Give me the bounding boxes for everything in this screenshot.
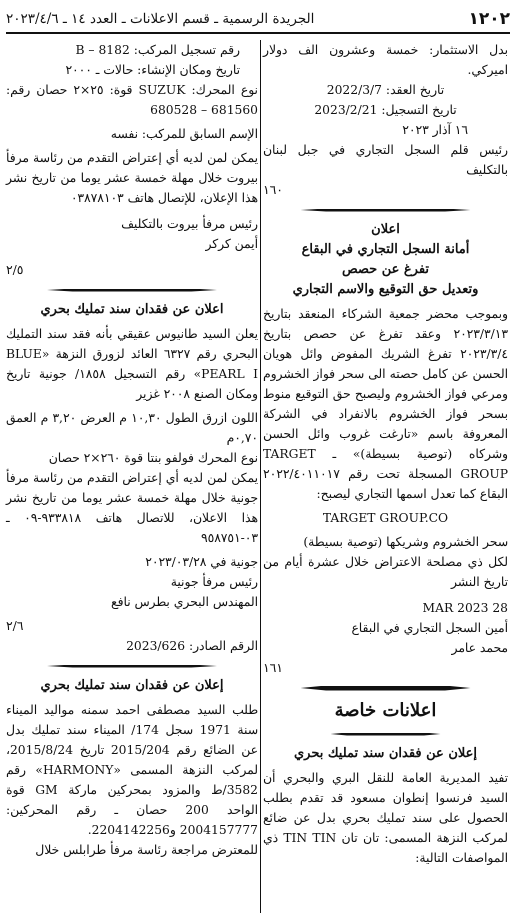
signer-title: رئيس مرفأ جونية [170, 575, 258, 589]
notice-subtitle-2: وتعديل حق التوقيع والاسم التجاري [292, 282, 479, 297]
signer-title: رئيس مرفأ بيروت بالتكليف [121, 217, 258, 231]
investment-line: بدل الاستثمار: خمسة وعشرون الف دولار اميركي. [263, 43, 508, 77]
separator [6, 282, 258, 298]
page-header [6, 6, 510, 34]
section-title: اعلانات خاصة [334, 700, 437, 721]
notice-body: طلب السيد مصطفى احمد سمنه مواليد الميناء سنة 1971 سجل 174/ الميناء سند تمليك بدل عن الضائع رقم 2015/204 تاريخ 2015/8/24، لمركب النزهة المسمى «HARMONY» رقم 3582/ط والمزود بمحركين ماركة GM قوة الواحد 200 حصان ـ رقم المحركين: 2004157777 و2204142256. [6, 703, 258, 837]
column-divider [260, 40, 261, 913]
partners-line: سحر الخشروم وشريكها (توصية بسيطة) [303, 535, 508, 549]
ref-number: ٢/٦ [6, 619, 24, 633]
notice-body: تفيد المديرية العامة للنقل البري والبحري أن السيد فرنسوا إنطوان مسعود قد تقدم بطلب الحصول على سند تمليك بحري بدل عن ضائع لمركب النزهة المسمى: تان تان TIN TIN ذي المواصفات التالية: [263, 771, 508, 865]
header-title: الجريدة الرسمية ـ قسم الاعلانات ـ العدد ١٤ ـ ٢٠٢٣/٤/٦ [6, 11, 315, 27]
separator [263, 726, 508, 742]
signer-title: أمين السجل التجاري في البقاع [351, 621, 508, 635]
ref-number: ٢/٥ [6, 263, 24, 277]
separator [6, 658, 258, 674]
vessel-dimensions: اللون ازرق الطول ١٠,٣٠ م العرض ٣,٢٠ م العمق ٠,٧٠م [6, 411, 258, 445]
signer-name: المهندس البحري بطرس نافع [111, 595, 258, 609]
separator [263, 202, 508, 218]
notice-date: 28 MAR 2023 [422, 601, 508, 615]
notice-title: إعلان عن فقدان سند تمليك بحري [293, 746, 478, 761]
notice-title: اعلان [371, 222, 400, 237]
ref-number: ١٦١ [263, 661, 283, 675]
right-column [263, 40, 508, 917]
previous-name: الإسم السابق للمركب: نفسه [110, 127, 258, 141]
engine-line: نوع المحرك فولفو بنتا قوة ٢٦٠×٢ حصان [48, 451, 258, 465]
signer-name: أيمن كركر [205, 237, 258, 251]
notice-title: اعلان عن فقدان سند تمليك بحري [40, 302, 224, 317]
notice-subtitle: تفرغ عن حصص [341, 262, 430, 277]
notice-body: يعلن السيد طانيوس عقيقي بأنه فقد سند التمليك البحري رقم ٦٣٢٧ العائد لزورق النزهة «BLUE PEARL I» رقم التسجيل ١٨٥٨/ جونية تاريخ ومكان الصنع ٢٠٠٨ غزير [6, 327, 259, 401]
objection-text: للمعترض مراجعة رئاسة مرفأ طرابلس خلال [35, 843, 258, 857]
signer-title: رئيس قلم السجل التجاري في جبل لبنان بالتكليف [263, 143, 508, 177]
vessel-reg-no: رقم تسجيل المركب: B – 8182 [75, 43, 240, 57]
objection-text: يمكن لمن لديه أي إعتراض التقدم من رئاسة مرفأ بيروت خلال مهلة خمسة عشر يوما من تاريخ نشر هذا الإعلان، للإتصال هاتف ٠٣٨٧٨١٠٣ [6, 151, 258, 205]
signed-date: ١٦ آذار ٢٠٢٣ [402, 123, 468, 137]
separator [263, 680, 508, 696]
registration-date: تاريخ التسجيل: 2023/2/21 [314, 103, 457, 117]
notice-title: إعلان عن فقدان سند تمليك بحري [40, 678, 224, 693]
notice-date: جونية في ٢٠٢٣/٠٣/٢٨ [145, 555, 258, 569]
new-trade-name: TARGET GROUP.CO [322, 511, 449, 525]
signer-name: محمد عامر [451, 641, 508, 655]
page-number: ١٢٠٢ [468, 9, 510, 29]
objection-text: يمكن لمن لديه أي إعتراض التقدم من رئاسة مرفأ جونية خلال مهلة خمسة عشر يوما من تاريخ نشر هذا الاعلان، للاتصال هاتف ٩٣٣٨١٨-٠٩ ـ ٠٣-٩٥٨٧٥١ [6, 471, 258, 545]
issue-number: الرقم الصادر: 2023/626 [126, 639, 258, 653]
contract-date: تاريخ العقد: 2022/3/7 [326, 83, 445, 97]
objection-text: لكل ذي مصلحة الاعتراض خلال عشرة أيام من تاريخ النشر [263, 555, 508, 589]
construction-line: تاريخ ومكان الإنشاء: حالات ـ ٢٠٠٠ [65, 63, 240, 77]
ref-number: ١٦٠ [263, 183, 283, 197]
engine-line: نوع المحرك: SUZUK قوة: ٢٥×٢ حصان رقم: 681560 – 680528 [6, 83, 258, 117]
notice-body: وبموجب محضر جمعية الشركاء المنعقد بتاريخ ٢٠٢٣/٣/١٣ وعقد تفرغ عن حصص بتاريخ ٢٠٢٣/٣/٤ تفرغ الشريك المفوض وائل هويان الحسن عن كامل حصته الى سحر فواز الخشروم ومرعي فواز الخشروم وليصبح حق التوقيع منوط بسحر فواز الخشروم بالانفراد في الشركة المعروفة باسم «تارغت غروب وائل الحسن وشركاه (توصية بسيطة)» ـ TARGET GROUP المسجلة تحت رقم ٢٠٢٢/٤٠١١٠١٧ البقاع كما تعدل اسمها التجاري ليصبح: [263, 307, 508, 501]
left-column [6, 40, 258, 917]
notice-org: أمانة السجل التجاري في البقاع [301, 242, 470, 257]
